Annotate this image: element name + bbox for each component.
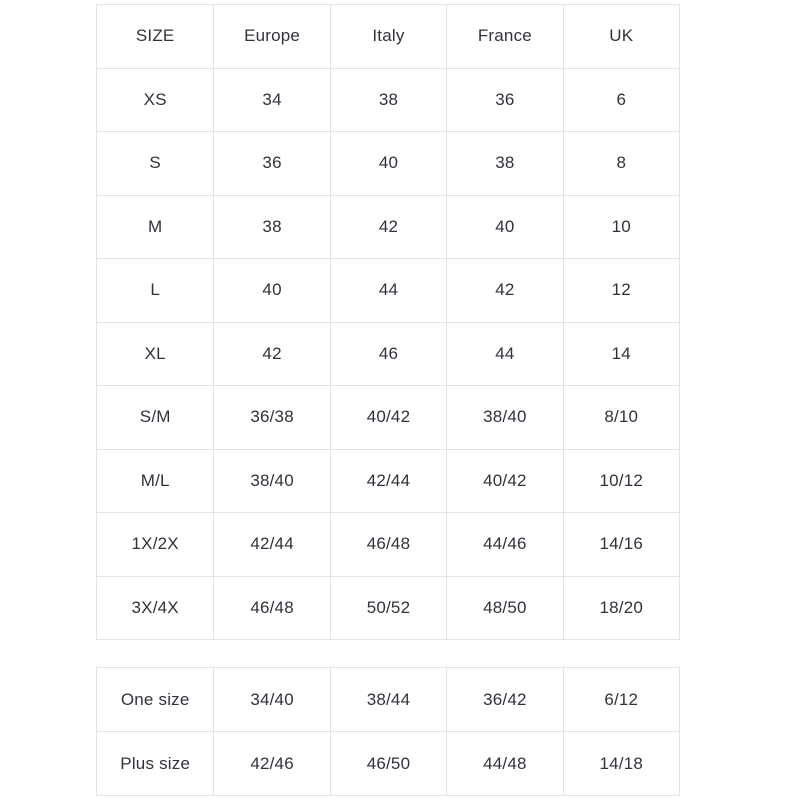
cell-europe: 36/38 [214, 386, 330, 450]
cell-uk: 10/12 [563, 449, 679, 513]
cell-italy: 38 [330, 68, 446, 132]
table-row [97, 513, 680, 577]
cell-italy: 46/48 [330, 513, 446, 577]
cell-uk: 14/16 [563, 513, 679, 577]
cell-europe: 38 [214, 195, 330, 259]
row-label: XL [97, 322, 214, 386]
cell-france: 44 [447, 322, 563, 386]
row-label: M/L [97, 449, 214, 513]
cell-uk: 8 [563, 132, 679, 196]
cell-france: 38 [447, 132, 563, 196]
cell-italy: 50/52 [330, 576, 446, 640]
table-row [97, 68, 680, 132]
column-header-france: France [447, 5, 563, 69]
cell-france: 44/48 [447, 732, 563, 796]
cell-uk: 14/18 [563, 732, 679, 796]
cell-europe: 38/40 [214, 449, 330, 513]
cell-europe: 42/46 [214, 732, 330, 796]
cell-italy: 46/50 [330, 732, 446, 796]
table-row [97, 668, 680, 732]
cell-italy: 42/44 [330, 449, 446, 513]
cell-uk: 6/12 [563, 668, 679, 732]
cell-uk: 10 [563, 195, 679, 259]
cell-europe: 34 [214, 68, 330, 132]
cell-france: 48/50 [447, 576, 563, 640]
table-row [97, 259, 680, 323]
cell-uk: 6 [563, 68, 679, 132]
column-header-uk: UK [563, 5, 679, 69]
row-label: One size [97, 668, 214, 732]
cell-france: 42 [447, 259, 563, 323]
cell-italy: 40 [330, 132, 446, 196]
cell-france: 40 [447, 195, 563, 259]
extra-table-body [97, 668, 680, 796]
row-label: XS [97, 68, 214, 132]
cell-uk: 18/20 [563, 576, 679, 640]
cell-france: 40/42 [447, 449, 563, 513]
table-row [97, 449, 680, 513]
row-label: S/M [97, 386, 214, 450]
cell-uk: 12 [563, 259, 679, 323]
cell-uk: 8/10 [563, 386, 679, 450]
column-header-italy: Italy [330, 5, 446, 69]
cell-italy: 46 [330, 322, 446, 386]
row-label: 3X/4X [97, 576, 214, 640]
row-label: 1X/2X [97, 513, 214, 577]
cell-italy: 44 [330, 259, 446, 323]
cell-france: 38/40 [447, 386, 563, 450]
cell-italy: 42 [330, 195, 446, 259]
cell-europe: 40 [214, 259, 330, 323]
cell-europe: 46/48 [214, 576, 330, 640]
column-header-size: SIZE [97, 5, 214, 69]
cell-europe: 34/40 [214, 668, 330, 732]
extra-size-table-container [96, 667, 680, 796]
table-row [97, 386, 680, 450]
cell-europe: 42/44 [214, 513, 330, 577]
table-row [97, 732, 680, 796]
cell-france: 44/46 [447, 513, 563, 577]
cell-europe: 42 [214, 322, 330, 386]
row-label: M [97, 195, 214, 259]
cell-france: 36/42 [447, 668, 563, 732]
table-header-row [97, 5, 680, 69]
row-label: L [97, 259, 214, 323]
cell-italy: 40/42 [330, 386, 446, 450]
cell-france: 36 [447, 68, 563, 132]
column-header-europe: Europe [214, 5, 330, 69]
row-label: S [97, 132, 214, 196]
table-row [97, 132, 680, 196]
cell-uk: 14 [563, 322, 679, 386]
table-row [97, 322, 680, 386]
table-row [97, 576, 680, 640]
cell-europe: 36 [214, 132, 330, 196]
main-size-table-container [96, 4, 680, 640]
table-body [97, 68, 680, 640]
table-row [97, 195, 680, 259]
main-size-table [96, 4, 680, 640]
row-label: Plus size [97, 732, 214, 796]
extra-size-table [96, 667, 680, 796]
table-header [97, 5, 680, 69]
cell-italy: 38/44 [330, 668, 446, 732]
